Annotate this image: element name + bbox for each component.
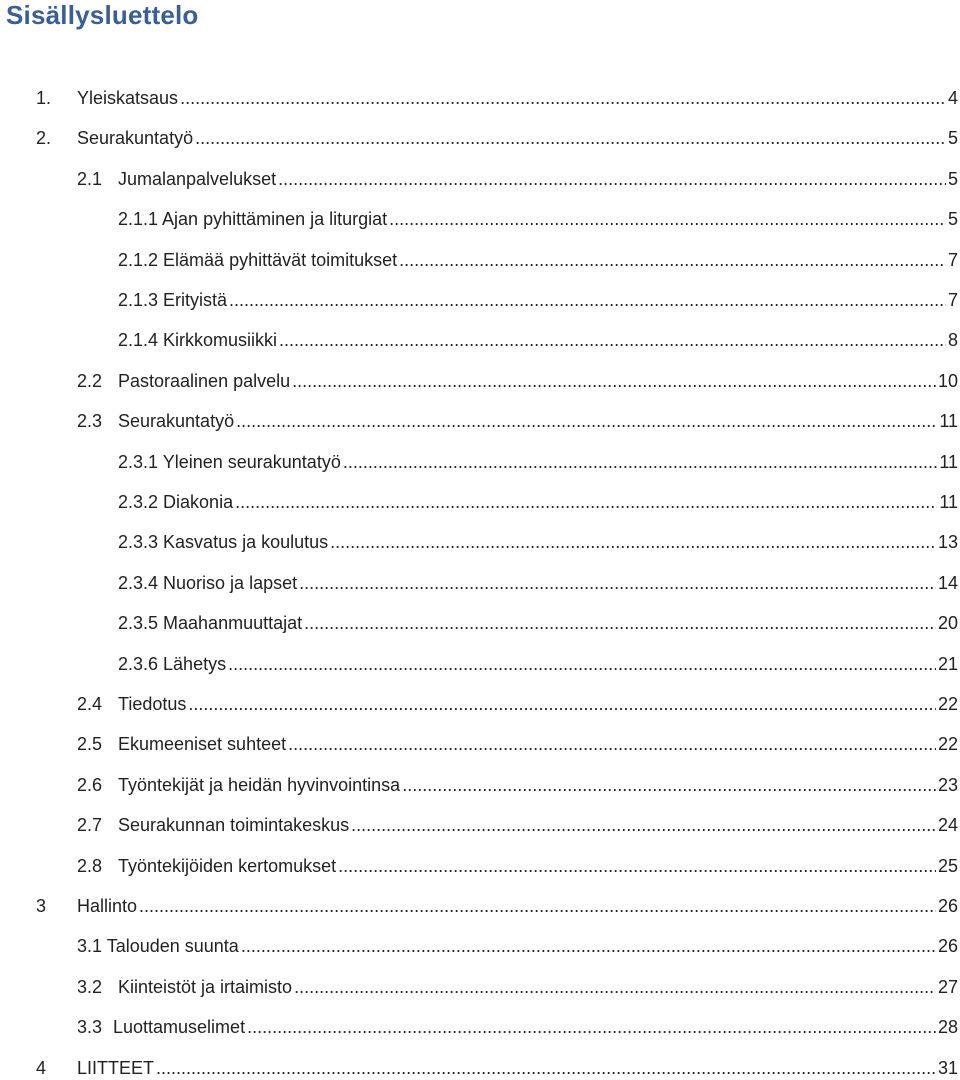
dot-leader: [278, 167, 946, 191]
toc-entry-title: 3.1 Talouden suunta: [77, 936, 239, 957]
toc-entry[interactable]: [0, 328, 960, 352]
toc-entry-page-number: 5: [947, 209, 958, 230]
toc-entry-line: [118, 369, 958, 393]
toc-entry[interactable]: [0, 894, 960, 918]
toc-entry[interactable]: [0, 652, 960, 676]
toc-entry-line: [118, 813, 958, 837]
toc-entry-page-number: 26: [937, 936, 958, 957]
toc-entry-title: Työntekijät ja heidän hyvinvointinsa: [118, 774, 401, 795]
toc-entry-number: 2.5: [77, 734, 103, 755]
dot-leader: [180, 86, 946, 110]
toc-entry-number: 3: [36, 896, 47, 916]
toc-entry-line: [118, 773, 958, 797]
toc-entry-title: Seurakunnan toimintakeskus: [118, 815, 350, 836]
dot-leader: [389, 207, 946, 231]
toc-entry-number: 3.3: [77, 1017, 103, 1038]
dot-leader: [399, 248, 946, 272]
toc-entry-page-number: 24: [937, 815, 958, 836]
dot-leader: [294, 975, 936, 999]
toc-entry-line: [118, 692, 958, 716]
toc-entry-line: [118, 207, 958, 231]
toc-entry-page-number: 11: [939, 411, 958, 432]
dot-leader: [288, 732, 936, 756]
toc-entry-line: [118, 975, 958, 999]
dot-leader: [235, 490, 937, 514]
toc-entry-title: LIITTEET: [77, 1057, 155, 1078]
toc-entry-page-number: 28: [937, 1017, 958, 1038]
toc-entry-title: 2.1.3 Erityistä: [118, 290, 228, 310]
toc-entry-page-number: 22: [937, 734, 958, 755]
toc-entry-title: 2.1.4 Kirkkomusiikki: [118, 330, 278, 351]
toc-entry-line: [118, 288, 958, 312]
toc-entry-title: 2.3.3 Kasvatus ja koulutus: [118, 532, 329, 553]
dot-leader: [195, 126, 946, 150]
dot-leader: [229, 288, 946, 312]
toc-entry-line: [118, 490, 958, 514]
toc-entry[interactable]: [0, 813, 960, 837]
toc-entry-line: [118, 530, 958, 554]
dot-leader: [156, 1056, 936, 1080]
toc-entry[interactable]: [0, 167, 960, 191]
dot-leader: [139, 894, 936, 918]
toc-entry-line: [77, 894, 958, 918]
toc-entry-title: Yleiskatsaus: [77, 88, 179, 108]
toc-entry-line: [118, 732, 958, 756]
toc-entry-number: 2.3: [77, 411, 103, 432]
dot-leader: [241, 934, 936, 958]
toc-entry-number: 1.: [36, 88, 52, 108]
toc-entry-title: Ekumeeniset suhteet: [118, 734, 287, 755]
toc-entry-title: Pastoraalinen palvelu: [118, 370, 291, 391]
dot-leader: [236, 409, 937, 433]
toc-entry-line: [77, 934, 958, 958]
toc-entry[interactable]: [0, 207, 960, 231]
dot-leader: [402, 773, 936, 797]
toc-entry-title: Kiinteistöt ja irtaimisto: [118, 976, 293, 997]
toc-entry-page-number: 23: [937, 774, 958, 795]
toc-entry-page-number: 20: [937, 613, 958, 634]
toc-entry[interactable]: [0, 409, 960, 433]
toc-entry-title: 2.3.1 Yleinen seurakuntatyö: [118, 451, 341, 472]
toc-entry-line: [118, 571, 958, 595]
toc-entry-line: [113, 1015, 958, 1039]
toc-entry-page-number: 11: [939, 451, 958, 472]
dot-leader: [330, 530, 936, 554]
toc-entry-title: Tiedotus: [118, 694, 187, 714]
toc-entry-page-number: 5: [947, 168, 958, 189]
toc-entry-page-number: 7: [947, 249, 958, 270]
toc-entry-title: 2.1.2 Elämää pyhittävät toimitukset: [118, 249, 398, 270]
toc-entry-line: [77, 1056, 958, 1080]
toc-entry-line: [118, 167, 958, 191]
toc-entry-number: 2.8: [77, 855, 103, 876]
toc-entry-line: [118, 328, 958, 352]
toc-entry-page-number: 21: [937, 653, 958, 674]
toc-entry-line: [77, 86, 958, 110]
toc-entry-page-number: 26: [937, 896, 958, 916]
toc-entry-line: [118, 652, 958, 676]
toc-entry-number: 4: [36, 1057, 47, 1078]
dot-leader: [299, 571, 936, 595]
dot-leader: [247, 1015, 936, 1039]
toc-entry-page-number: 8: [947, 330, 958, 351]
dot-leader: [292, 369, 936, 393]
dot-leader: [228, 652, 936, 676]
toc-entry[interactable]: [0, 248, 960, 272]
toc-entry[interactable]: [0, 450, 960, 474]
toc-entry-title: Seurakuntatyö: [77, 128, 194, 149]
toc-entry-page-number: 11: [939, 492, 958, 512]
toc-entry[interactable]: [0, 126, 960, 150]
toc-entry-line: [77, 126, 958, 150]
toc-entry-title: Luottamuselimet: [113, 1017, 246, 1038]
toc-entry-number: 2.4: [77, 694, 103, 714]
toc-entry[interactable]: [0, 1015, 960, 1039]
toc-entry[interactable]: [0, 490, 960, 514]
dot-leader: [343, 450, 937, 474]
toc-entry-page-number: 27: [937, 976, 958, 997]
toc-entry-title: 2.1.1 Ajan pyhittäminen ja liturgiat: [118, 209, 388, 230]
toc-entry-line: [118, 248, 958, 272]
toc-entry-page-number: 13: [937, 532, 958, 553]
toc-entry-number: 2.6: [77, 774, 103, 795]
dot-leader: [338, 854, 936, 878]
dot-leader: [304, 611, 936, 635]
toc-entry-number: 2.1: [77, 168, 103, 189]
toc-entry[interactable]: [0, 571, 960, 595]
toc-entry-title: 2.3.4 Nuoriso ja lapset: [118, 572, 298, 593]
dot-leader: [351, 813, 936, 837]
toc-entry-page-number: 7: [947, 290, 958, 310]
page-title: Sisällysluettelo: [6, 0, 199, 30]
toc-entry[interactable]: [0, 692, 960, 716]
toc-entry-number: 2.2: [77, 370, 103, 391]
toc-entry-page-number: 10: [937, 370, 958, 391]
toc-entry-line: [118, 611, 958, 635]
toc-entry[interactable]: [0, 86, 960, 110]
toc-entry[interactable]: [0, 732, 960, 756]
toc-entry-number: 3.2: [77, 976, 103, 997]
toc-entry[interactable]: [0, 611, 960, 635]
toc-entry-title: 2.3.2 Diakonia: [118, 492, 234, 512]
toc-entry-title: Seurakuntatyö: [118, 411, 235, 432]
toc-entry[interactable]: [0, 1056, 960, 1080]
toc-entry-number: 2.7: [77, 815, 103, 836]
toc-entry-line: [118, 409, 958, 433]
toc-entry-number: 2.: [36, 128, 52, 149]
toc-entry[interactable]: [0, 854, 960, 878]
toc-entry-title: Työntekijöiden kertomukset: [118, 855, 337, 876]
toc-entry-line: [118, 450, 958, 474]
toc-entry[interactable]: [0, 530, 960, 554]
toc-entry-page-number: 31: [937, 1057, 958, 1078]
toc-entry[interactable]: [0, 934, 960, 958]
dot-leader: [279, 328, 946, 352]
toc-entry[interactable]: [0, 773, 960, 797]
toc-entry-line: [118, 854, 958, 878]
toc-entry[interactable]: [0, 975, 960, 999]
toc-entry-page-number: 5: [947, 128, 958, 149]
toc-entry[interactable]: [0, 369, 960, 393]
toc-entry-title: Hallinto: [77, 896, 138, 916]
toc-entry-page-number: 22: [937, 694, 958, 714]
toc-entry-page-number: 4: [947, 88, 958, 108]
toc-entry-title: Jumalanpalvelukset: [118, 168, 277, 189]
toc-entry[interactable]: [0, 288, 960, 312]
toc-entry-page-number: 25: [937, 855, 958, 876]
toc-entry-title: 2.3.5 Maahanmuuttajat: [118, 613, 303, 634]
dot-leader: [188, 692, 936, 716]
toc-entry-page-number: 14: [937, 572, 958, 593]
toc-entry-title: 2.3.6 Lähetys: [118, 653, 227, 674]
